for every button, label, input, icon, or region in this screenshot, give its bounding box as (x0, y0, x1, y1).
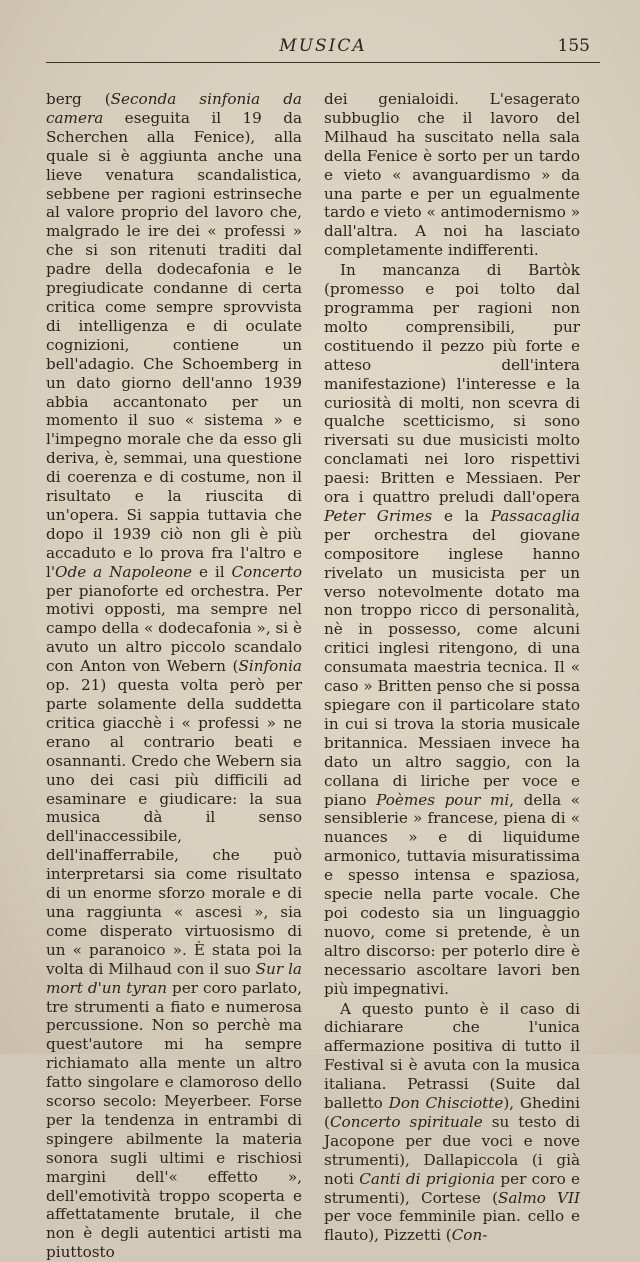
italic-text: Concerto (231, 562, 303, 581)
left-column (46, 90, 302, 1262)
italic-text: Concerto spirituale (329, 1112, 483, 1131)
italic-text: Salmo VII (498, 1188, 580, 1207)
text-run: berg ( (46, 90, 111, 108)
text-run: e il (192, 562, 232, 581)
italic-text: Don Chisciotte (388, 1094, 504, 1113)
paragraph (324, 261, 580, 998)
text-run: eseguita il 19 da Scherchen alla Fenice), alla quale si è aggiunta anche una lieve venatura scandalistica, sebbene per ragioni estrinseche al valore proprio del lavoro che, malgrado le ire dei « professi » che si son ritenuti traditi dal padre della dodecafonia e le pregiudicate condanne di certa critica come sempre sprovvista di intelligenza e di oculate cognizioni, contiene un bell'adagio. Che Schoemberg in un dato giorno dell'anno 1939 abbia accantonato per un momento il suo « sistema » e l'impegno morale che da esso gli deriva, è, semmai, una questione di coerenza e di costume, non il risultato e la riuscita di un'opera. Si sappia tuttavia che dopo il 1939 ciò non gli è più accaduto e lo prova fra l'altro e l' (46, 108, 302, 581)
paragraph (46, 90, 302, 1262)
text-run: per coro e strumenti), Cortese ( (324, 1169, 581, 1207)
italic-text: Con- (451, 1226, 488, 1245)
text-run: per voce femminile pian. cello e flauto), Pizzetti ( (324, 1207, 580, 1245)
text-run: ), Ghedini ( (324, 1094, 580, 1131)
italic-text: Peter Grimes (324, 506, 433, 525)
page-number: 155 (557, 36, 590, 56)
italic-text: Sur la mort d'un tyran (46, 959, 302, 997)
right-column (324, 90, 580, 1245)
running-title: MUSICA (279, 36, 367, 56)
italic-text: Canti di prigionia (359, 1169, 496, 1188)
text-run: su testo di Jacopone per due voci e nove strumenti), Dallapiccola (i già noti (324, 1112, 580, 1188)
text-run: per orchestra del giovane compositore inglese hanno rivelato un musicista per un verso notevolmente dotato ma non troppo ricco di personalità, nè in possesso, come alcuni critici inglesi ritengono, di una consumata maestria tecnica. Il « caso » Britten penso che si possa spiegare con il particolare stato in cui si trova la storia musicale britannica. Messiaen invece ha dato un altro saggio, con la collana di liriche per voce e piano (324, 525, 580, 809)
italic-text: Passacaglia (490, 506, 580, 525)
text-run: A questo punto è il caso di dichiarare che l'unica affermazione positiva di tutto il Festival si è avuta con la musica italiana. Petrassi (Suite dal balletto (324, 999, 580, 1113)
italic-text: Poèmes pour mi (376, 790, 510, 809)
italic-text: Sinfonia (238, 657, 302, 676)
text-run: In mancanza di Bartòk (promesso e poi tolto dal programma per ragioni non molto comprensibili, pur costituendo il pezzo più forte e atteso dell'intera manifestazione) l'interesse e la curiosità di molti, non scevra di qualche scetticismo, si sono riversati su due musicisti molto conclamati nei loro rispettivi paesi: Britten e Messiaen. Per ora i quattro preludi dall'opera (324, 261, 580, 507)
page-header (46, 34, 600, 63)
paragraph (324, 90, 580, 260)
italic-text: Ode a Napoleone (55, 562, 193, 581)
text-run: per coro parlato, tre strumenti a fiato e numerosa percussione. Non so perchè ma quest'autore mi ha sempre richiamato alla mente un altro fatto singolare e clamoroso dello scorso secolo: Meyerbeer. Forse per la tendenza in entrambi di spingere abilmente la materia sonora sugli ultimi e rischiosi margini dell'« effetto », dell'emotività troppo scoperta e affettatamente brutale, il che non è degli autentici artisti ma piuttosto (46, 978, 303, 1262)
paragraph (324, 1000, 580, 1246)
text-run: per pianoforte ed orchestra. Per motivi opposti, ma sempre nel campo della « dodecafonia », si è avuto un altro piccolo scandalo con Anton von Webern ( (46, 581, 302, 676)
text-run: op. 21) questa volta però per parte solamente della suddetta critica giacchè i « professi » ne erano al contrario beati e osannanti. Credo che Webern sia uno dei casi più difficili ad esaminare e giudicare: la sua musica dà il senso dell'inaccessibile, dell'inafferrabile, che può interpretarsi sia come risultato di un enorme sforzo morale e di una raggiunta « ascesi », sia come disperato virtuosismo di un « paranoico ». È stata poi la volta di Milhaud con il suo (46, 676, 302, 978)
text-run: dei genialoidi. L'esagerato subbuglio che il lavoro del Milhaud ha suscitato nella sala della Fenice è sorto per un tardo e vieto « avanguardismo » da una parte e per un egualmente tardo e vieto « antimodernismo » dall'altra. A noi ha lasciato completamente indifferenti. (324, 90, 580, 260)
text-run: e la (432, 506, 491, 525)
italic-text: Seconda sinfonia da camera (46, 90, 302, 127)
text-run: , della « sensiblerie » francese, piena di « nuances » e di liquidume armonico, tuttavia misuratissima e spesso intensa e spaziosa, specie nella parte vocale. Che poi codesto sia un linguaggio nuovo, come si pretende, è un altro discorso: per poterlo dire è necessario ascoltare lavori ben più impegnativi. (324, 790, 580, 998)
